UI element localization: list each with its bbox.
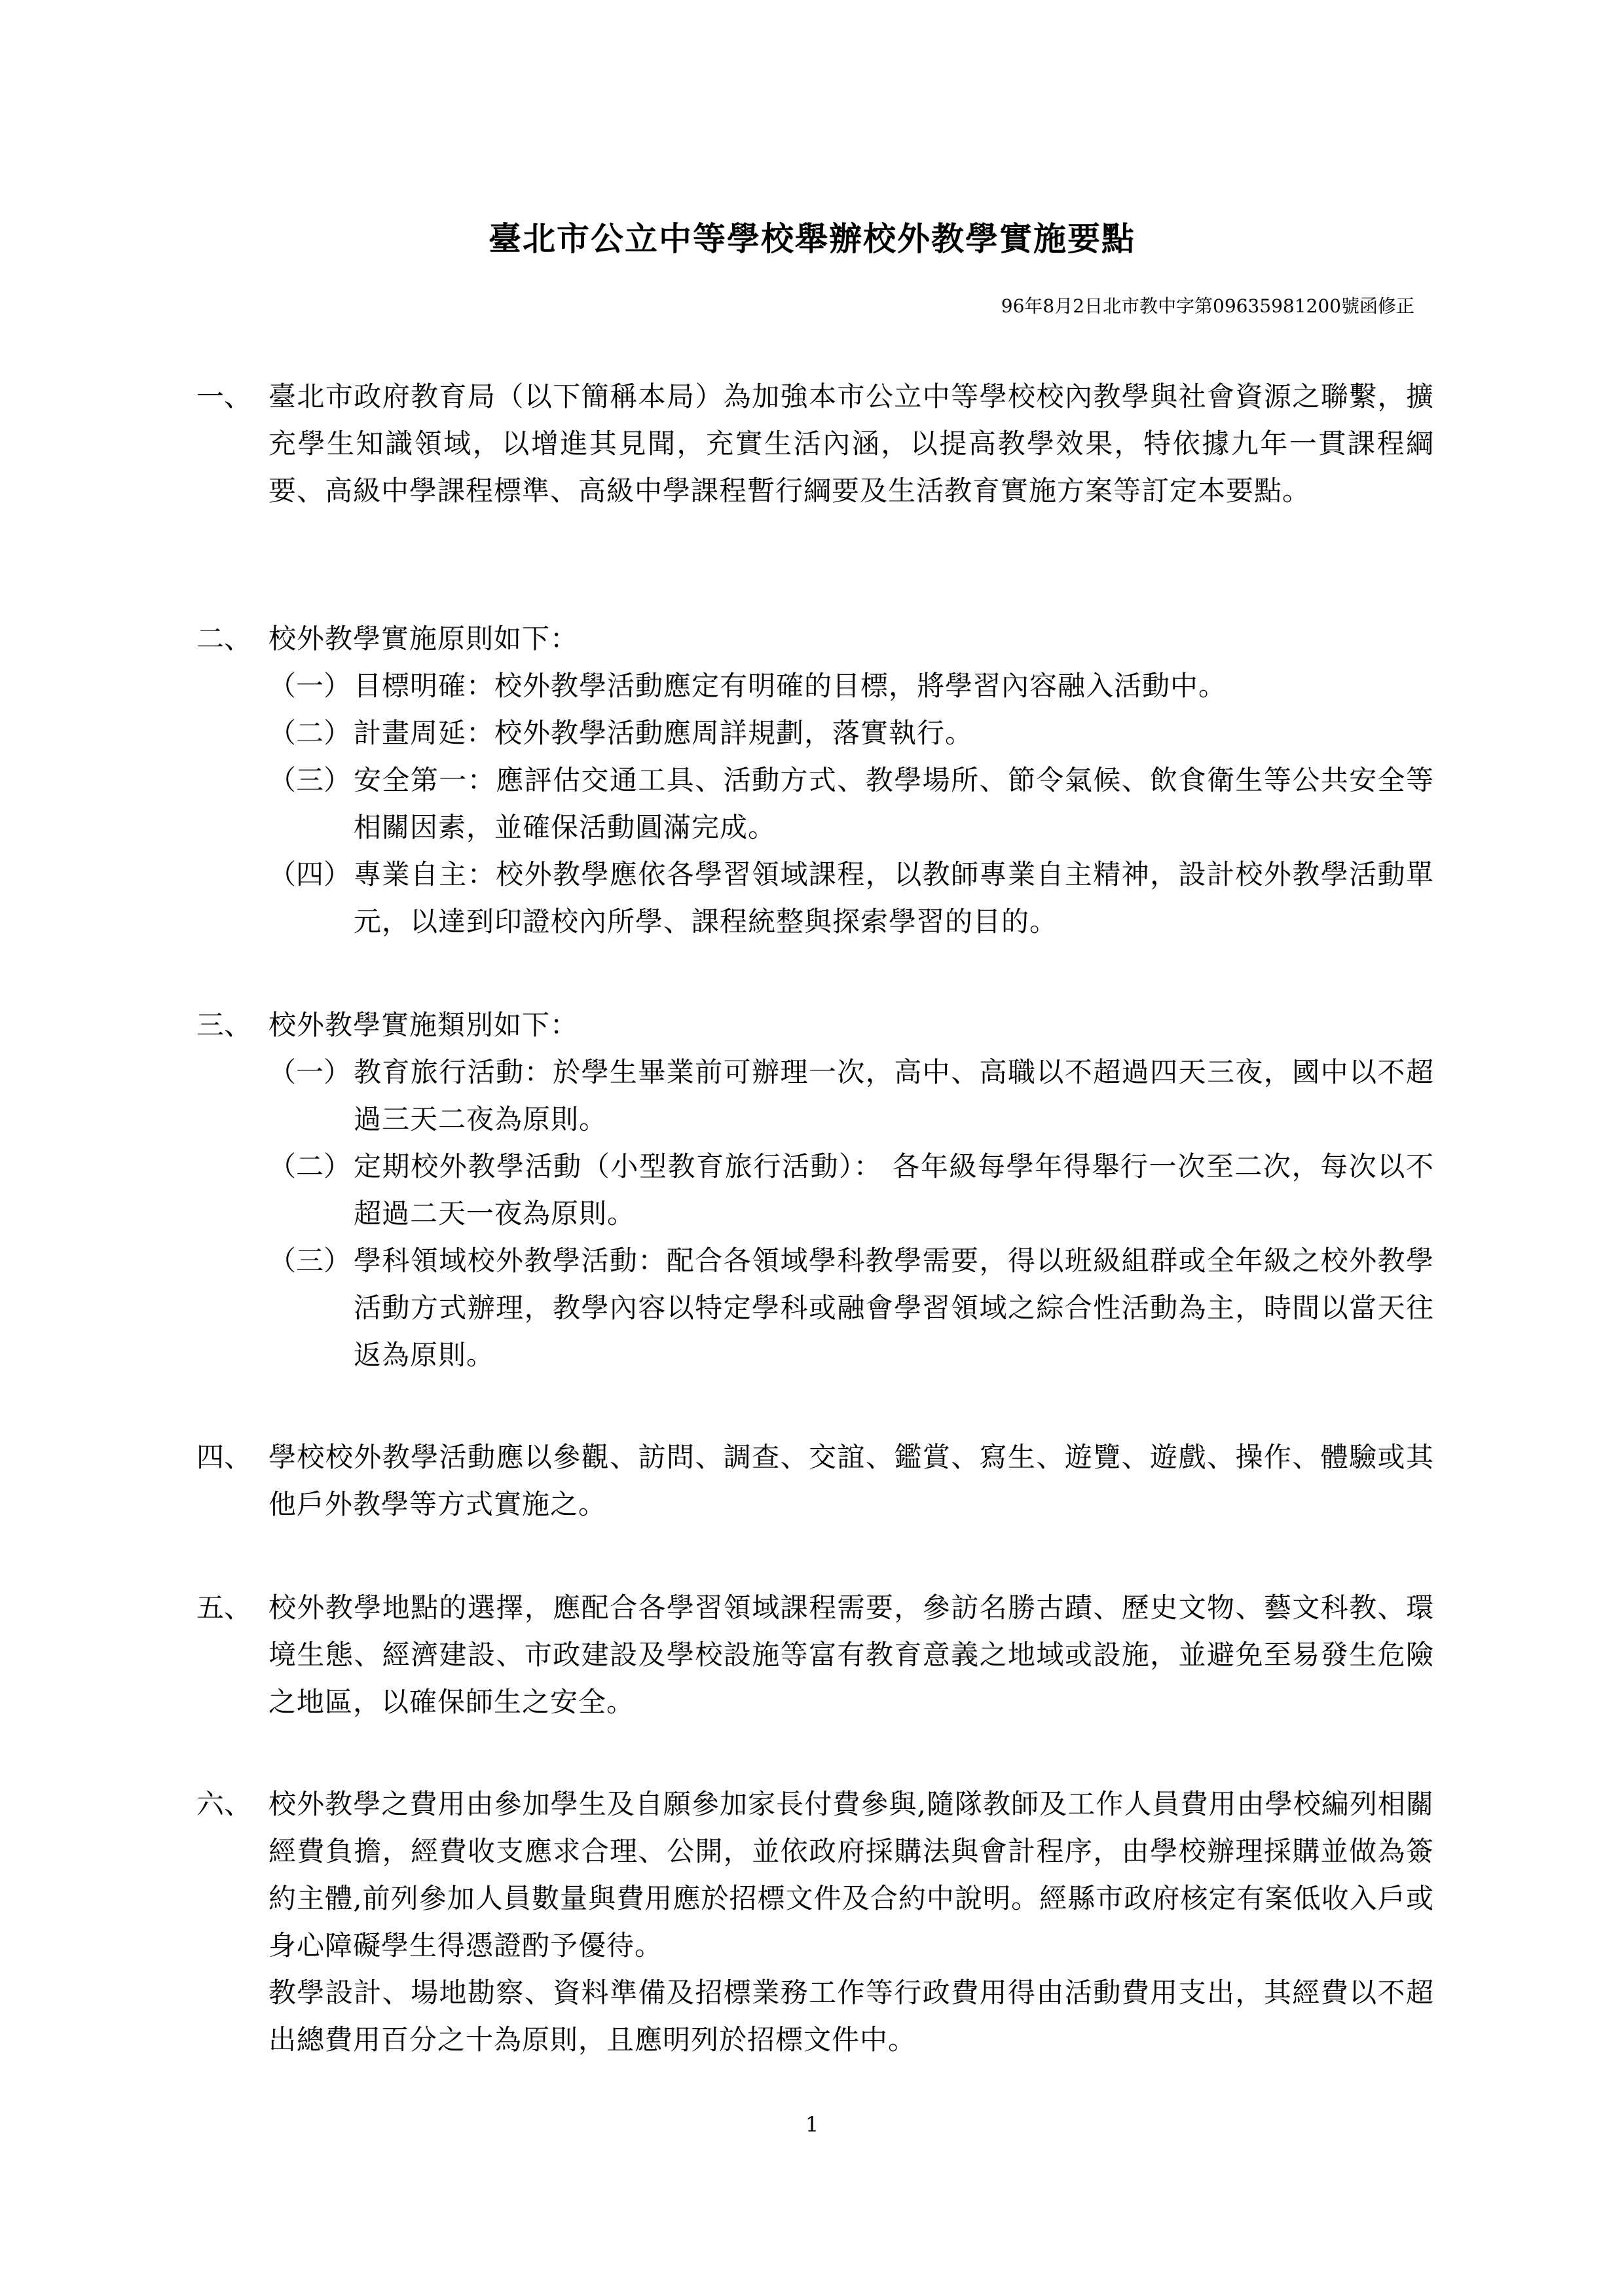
section-3-item-2-marker: （二） — [268, 1150, 352, 1182]
section-6-text-continued: 教學設計、場地勘察、資料準備及招標業務工作等行政費用得由活動費用支出，其經費以不超出總費用百分之十為原則，且應明列於招標文件中。 — [268, 1977, 1434, 2056]
section-6-text: 校外教學之費用由參加學生及自願參加家長付費參與,隨隊教師及工作人員費用由學校編列相關經費負擔，經費收支應求合理、公開，並依政府採購法與會計程序，由學校辦理採購並做為簽約主體,前列參加人員數量與費用應於招標文件及合約中說明。經縣市政府核定有案低收入戶或身心障礙學生得憑證酌予優待。 — [268, 1788, 1434, 1961]
section-2-item-3-marker: （三） — [268, 764, 352, 796]
section-4-text: 學校校外教學活動應以參觀、訪問、調查、交誼、鑑賞、寫生、遊覽、遊戲、操作、體驗或其他戶外教學等方式實施之。 — [268, 1441, 1434, 1520]
section-2-item-3-text: 安全第一：應評估交通工具、活動方式、教學場所、節令氣候、飲食衛生等公共安全等相關因素，並確保活動圓滿完成。 — [354, 764, 1434, 843]
section-1-marker: 一、 — [196, 380, 252, 412]
section-3-marker: 三、 — [196, 1009, 252, 1041]
section-2-item-2-text: 計畫周延：校外教學活動應周詳規劃，落實執行。 — [354, 717, 974, 749]
section-4-marker: 四、 — [196, 1441, 252, 1473]
section-5-text: 校外教學地點的選擇，應配合各學習領域課程需要，參訪名勝古蹟、歷史文物、藝文科教、環境生態、經濟建設、市政建設及學校設施等富有教育意義之地域或設施，並避免至易發生危險之地區，以確保師生之安全。 — [268, 1592, 1434, 1718]
section-6-marker: 六、 — [196, 1788, 252, 1820]
section-2-item-1-marker: （一） — [268, 670, 352, 702]
section-3-item-1-text: 教育旅行活動：於學生畢業前可辦理一次，高中、高職以不超過四天三夜，國中以不超過三天二夜為原則。 — [354, 1056, 1434, 1135]
section-2-text: 校外教學實施原則如下： — [268, 623, 579, 655]
page-number: 1 — [805, 2112, 819, 2137]
section-2-item-4-text: 專業自主：校外教學應依各學習領域課程，以教師專業自主精神，設計校外教學活動單元，以達到印證校內所學、課程統整與探索學習的目的。 — [354, 858, 1434, 938]
section-2-item-1-text: 目標明確：校外教學活動應定有明確的目標，將學習內容融入活動中。 — [354, 670, 1227, 702]
section-3-item-1-marker: （一） — [268, 1056, 352, 1088]
section-2-marker: 二、 — [196, 623, 252, 655]
section-2-item-2-marker: （二） — [268, 717, 352, 749]
section-3-item-3-marker: （三） — [268, 1245, 352, 1277]
section-5-marker: 五、 — [196, 1592, 252, 1624]
section-3-item-3-text: 學科領域校外教學活動：配合各領域學科教學需要，得以班級組群或全年級之校外教學活動方式辦理，教學內容以特定學科或融會學習領域之綜合性活動為主，時間以當天往返為原則。 — [354, 1245, 1434, 1371]
page-title: 臺北市公立中等學校舉辦校外教學實施要點 — [489, 219, 1135, 258]
section-2-item-4-marker: （四） — [268, 858, 352, 890]
section-3-text: 校外教學實施類別如下： — [268, 1009, 579, 1041]
section-3-item-2-text: 定期校外教學活動（小型教育旅行活動）： 各年級每學年得舉行一次至二次，每次以不超過二天一夜為原則。 — [354, 1150, 1434, 1230]
amendment-note: 96年8月2日北市教中字第09635981200號函修正 — [1001, 295, 1414, 317]
section-1-text: 臺北市政府教育局（以下簡稱本局）為加強本市公立中等學校校內教學與社會資源之聯繫，擴充學生知識領域，以增進其見聞，充實生活內涵，以提高教學效果，特依據九年一貫課程綱要、高級中學課程標準、高級中學課程暫行綱要及生活教育實施方案等訂定本要點。 — [268, 380, 1434, 507]
